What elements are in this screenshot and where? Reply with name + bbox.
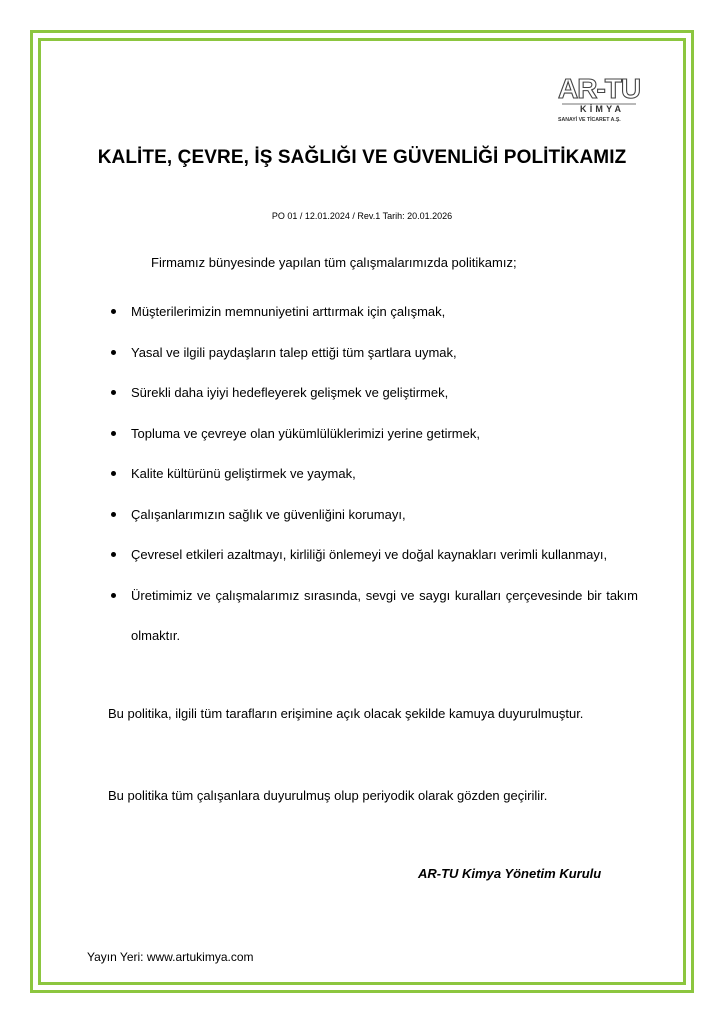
policy-list: [108, 292, 638, 657]
signature: AR-TU Kimya Yönetim Kurulu: [418, 866, 602, 881]
intro-text: Firmamız bünyesinde yapılan tüm çalışmalarımızda politikamız;: [151, 255, 517, 270]
policy-item: Kalite kültürünü geliştirmek ve yaymak,: [108, 454, 638, 495]
policy-item: Müşterilerimizin memnuniyetini arttırmak için çalışmak,: [108, 292, 638, 333]
policy-item: Sürekli daha iyiyi hedefleyerek gelişmek ve geliştirmek,: [108, 373, 638, 414]
document-reference: PO 01 / 12.01.2024 / Rev.1 Tarih: 20.01.2026: [271, 211, 453, 221]
footer-publication-place: Yayın Yeri: www.artukimya.com: [87, 950, 254, 964]
company-logo-mark: [556, 68, 640, 122]
paragraph-review: Bu politika tüm çalışanlara duyurulmuş olup periyodik olarak gözden geçirilir.: [108, 788, 548, 803]
policy-item: Çevresel etkileri azaltmayı, kirliliği önlemeyi ve doğal kaynakları verimli kullanmayı,: [108, 535, 638, 576]
policy-item: Üretimimiz ve çalışmalarımız sırasında, sevgi ve saygı kuralları çerçevesinde bir takım olmaktır.: [108, 576, 638, 657]
policy-item: Yasal ve ilgili paydaşların talep ettiği tüm şartlara uymak,: [108, 333, 638, 374]
paragraph-publication: Bu politika, ilgili tüm tarafların erişimine açık olacak şekilde kamuya duyurulmuştur.: [108, 706, 584, 721]
policy-item: Çalışanlarımızın sağlık ve güvenliğini korumayı,: [108, 495, 638, 536]
logo-wordmark: AR-TU: [558, 73, 640, 104]
page-title: KALİTE, ÇEVRE, İŞ SAĞLIĞI VE GÜVENLİĞİ POLİTİKAMIZ: [97, 147, 627, 168]
logo-name: KİMYA: [580, 104, 625, 114]
company-logo: [556, 68, 640, 122]
logo-subtitle: SANAYİ VE TİCARET A.Ş.: [558, 117, 621, 122]
policy-item: Topluma ve çevreye olan yükümlülüklerimizi yerine getirmek,: [108, 414, 638, 455]
